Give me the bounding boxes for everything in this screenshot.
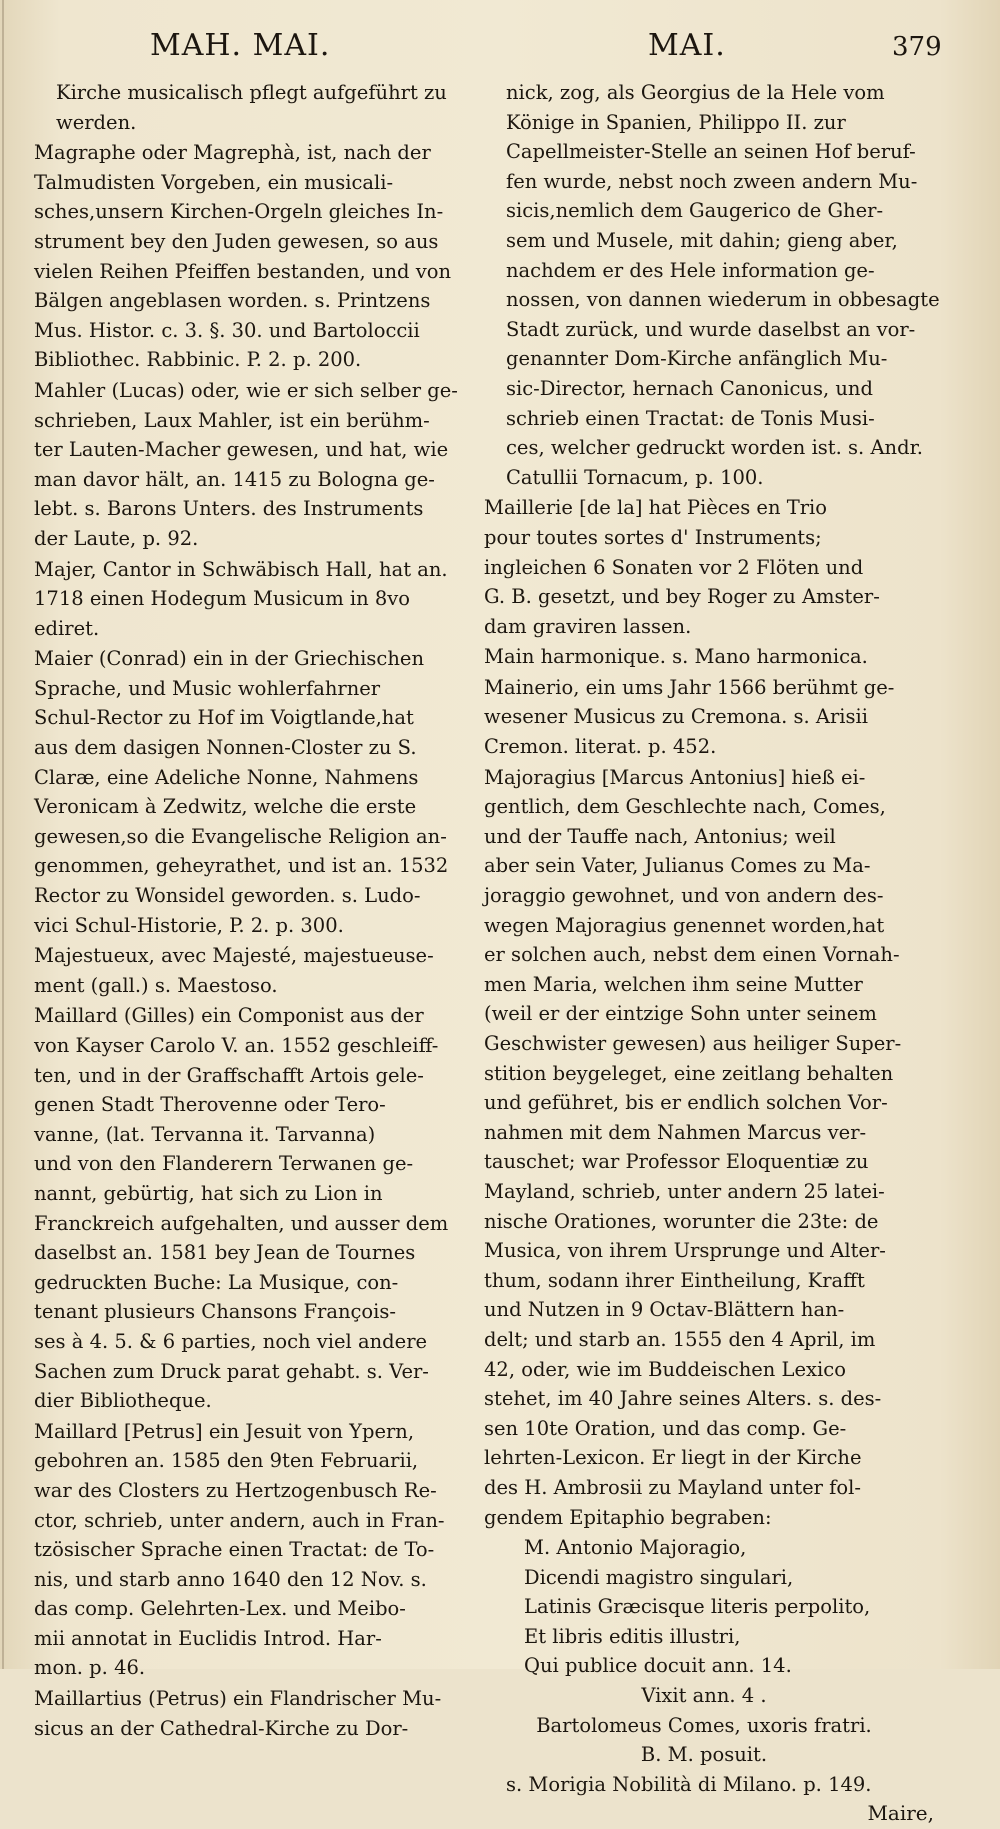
text-line: schrieben, Laux Mahler, ist ein berühm- bbox=[34, 408, 430, 432]
text-line: Sachen zum Druck parat gehabt. s. Ver- bbox=[34, 1359, 429, 1383]
text-line: Main harmonique. s. Mano harmonica. bbox=[484, 645, 868, 669]
text-line: und geführet, bis er endlich solchen Vor- bbox=[484, 1091, 888, 1115]
text-line: gendem Epitaphio begraben: bbox=[484, 1505, 772, 1529]
text-line: sches,unsern Kirchen-Orgeln gleiches In- bbox=[34, 200, 444, 224]
dictionary-entry-mainerio bbox=[484, 673, 944, 762]
text-line: ctor, schrieb, unter andern, auch in Fran- bbox=[34, 1508, 445, 1532]
text-line: 42, oder, wie im Buddeischen Lexico bbox=[484, 1357, 846, 1381]
text-line: joraggio gewohnet, und von andern des- bbox=[484, 884, 884, 908]
dictionary-entry-mahler bbox=[34, 376, 474, 554]
text-line: von Kayser Carolo V. an. 1552 geschleiff- bbox=[34, 1034, 439, 1057]
text-line: er solchen auch, nebst dem einen Vornah- bbox=[484, 943, 900, 967]
text-line: Rector zu Wonsidel geworden. s. Ludo- bbox=[34, 884, 421, 908]
text-line: ses à 4. 5. & 6 parties, noch viel andere bbox=[34, 1329, 428, 1353]
text-line: ter Lauten-Macher gewesen, und hat, wie bbox=[34, 438, 449, 462]
text-line: wesener Musicus zu Cremona. s. Arisii bbox=[484, 705, 869, 729]
text-line: sicis,nemlich dem Gaugerico de Gher- bbox=[506, 199, 884, 223]
text-line: nachdem er des Hele information ge- bbox=[506, 258, 875, 282]
epitaph bbox=[484, 1533, 944, 1770]
text-line: schrieb einen Tractat: de Tonis Musi- bbox=[506, 406, 875, 430]
text-line: Maillard (Gilles) ein Componist aus der bbox=[34, 1004, 424, 1028]
text-line: Capellmeister-Stelle an seinen Hof beruf- bbox=[506, 140, 916, 164]
text-line: und von den Flanderern Terwanen ge- bbox=[34, 1152, 414, 1176]
text-line: Mus. Histor. c. 3. §. 30. und Bartoloccii bbox=[34, 318, 420, 342]
text-line: aber sein Vater, Julianus Comes zu Ma- bbox=[484, 854, 871, 878]
text-line: nahmen mit dem Nahmen Marcus ver- bbox=[484, 1120, 867, 1144]
text-line: Maillartius (Petrus) ein Flandrischer Mu- bbox=[34, 1687, 442, 1711]
text-line: vanne, (lat. Tervanna it. Tarvanna) bbox=[34, 1122, 376, 1146]
text-line: nossen, von dannen wiederum in obbesagte bbox=[506, 288, 940, 312]
text-line: lehrten-Lexicon. Er liegt in der Kirche bbox=[484, 1446, 862, 1470]
epitaph-line: Et libris editis illustri, bbox=[524, 1624, 741, 1648]
text-line: Cremon. literat. p. 452. bbox=[484, 735, 717, 759]
text-line: werden. bbox=[56, 110, 137, 134]
dictionary-entry-maillartius bbox=[34, 1684, 474, 1743]
text-line: men Maria, welchen ihm seine Mutter bbox=[484, 972, 863, 996]
reference-line: s. Morigia Nobilità di Milano. p. 149. bbox=[506, 1772, 872, 1796]
text-line: Magraphe oder Magrephà, ist, nach der bbox=[34, 141, 431, 165]
epitaph-line: Dicendi magistro singulari, bbox=[524, 1565, 794, 1589]
text-line: Veronicam à Zedwitz, welche die erste bbox=[34, 795, 417, 819]
text-line: dier Bibliotheque. bbox=[34, 1389, 212, 1413]
text-line: Maillerie [de la] hat Pièces en Trio bbox=[484, 496, 828, 520]
text-line: Geschwister gewesen) aus heiliger Super- bbox=[484, 1032, 902, 1055]
text-line: 1718 einen Hodegum Musicum in 8vo bbox=[34, 587, 411, 611]
text-line: Claræ, eine Adeliche Nonne, Nahmens bbox=[34, 765, 419, 789]
text-line: stehet, im 40 Jahre seines Alters. s. des- bbox=[484, 1387, 882, 1411]
text-line: Maier (Conrad) ein in der Griechischen bbox=[34, 647, 424, 671]
text-line: stition beygeleget, eine zeitlang behalten bbox=[484, 1061, 894, 1085]
left-column bbox=[34, 78, 474, 1744]
text-line: nick, zog, als Georgius de la Hele vom bbox=[506, 81, 885, 104]
text-line: sic-Director, hernach Canonicus, und bbox=[506, 376, 873, 400]
text-line: mon. p. 46. bbox=[34, 1656, 146, 1680]
text-line: Sprache, und Music wohlerfahrner bbox=[34, 676, 381, 700]
text-line: sicus an der Cathedral-Kirche zu Dor- bbox=[34, 1716, 409, 1740]
text-line: man davor hält, an. 1415 zu Bologna ge- bbox=[34, 467, 435, 491]
header-left-guide: MAH. MAI. bbox=[150, 28, 331, 63]
text-line: Schul-Rector zu Hof im Voigtlande,hat bbox=[34, 706, 414, 730]
text-line: vielen Reihen Pfeiffen bestanden, und von bbox=[34, 259, 452, 283]
epitaph-line-centered: Vixit ann. 4 . bbox=[641, 1684, 767, 1708]
text-line: Könige in Spanien, Philippo II. zur bbox=[506, 110, 846, 134]
text-line: Mainerio, ein ums Jahr 1566 berühmt ge- bbox=[484, 675, 895, 699]
text-line: Catullii Tornacum, p. 100. bbox=[506, 465, 764, 489]
text-line: sem und Musele, mit dahin; gieng aber, bbox=[506, 228, 898, 252]
text-line: thum, sodann ihrer Eintheilung, Krafft bbox=[484, 1268, 865, 1292]
text-line: Maillard [Petrus] ein Jesuit von Ypern, bbox=[34, 1419, 415, 1443]
epitaph-line-centered: Bartolomeus Comes, uxoris fratri. bbox=[536, 1713, 872, 1737]
text-line: wegen Majoragius genennet worden,hat bbox=[484, 913, 885, 937]
dictionary-entry-maillard-gilles bbox=[34, 1001, 474, 1415]
text-line: Mayland, schrieb, unter andern 25 latei- bbox=[484, 1179, 885, 1203]
epitaph-line: Latinis Græcisque literis perpolito, bbox=[524, 1595, 871, 1619]
text-line: fen wurde, nebst noch zween andern Mu- bbox=[506, 169, 918, 193]
text-line: Bibliothec. Rabbinic. P. 2. p. 200. bbox=[34, 348, 362, 372]
text-line: der Laute, p. 92. bbox=[34, 526, 199, 550]
text-line: lebt. s. Barons Unters. des Instruments bbox=[34, 497, 424, 521]
catchword: Maire, bbox=[867, 1801, 934, 1826]
text-line: Mahler (Lucas) oder, wie er sich selber ge- bbox=[34, 378, 458, 402]
text-line: delt; und starb an. 1555 den 4 April, im bbox=[484, 1327, 876, 1351]
dictionary-entry-maillard-petrus bbox=[34, 1417, 474, 1683]
text-line: pour toutes sortes d' Instruments; bbox=[484, 525, 822, 549]
dictionary-entry-magraphe bbox=[34, 138, 474, 375]
epitaph-line: M. Antonio Majoragio, bbox=[524, 1536, 747, 1560]
dictionary-entry-maillartius-cont bbox=[484, 78, 944, 492]
dictionary-entry-majoragius bbox=[484, 763, 944, 1532]
epitaph-line-centered: B. M. posuit. bbox=[640, 1743, 768, 1767]
text-line: Majestueux, avec Majesté, majestueuse- bbox=[34, 944, 434, 968]
text-line: gedruckten Buche: La Musique, con- bbox=[34, 1270, 399, 1294]
text-line: sen 10te Oration, und das comp. Ge- bbox=[484, 1416, 847, 1440]
page-number: 379 bbox=[892, 32, 942, 62]
text-line: ten, und in der Graffschafft Artois gele- bbox=[34, 1063, 424, 1087]
text-line: ediret. bbox=[34, 616, 100, 640]
text-line: und der Tauffe nach, Antonius; weil bbox=[484, 824, 836, 848]
text-line: gewesen,so die Evangelische Religion an- bbox=[34, 824, 447, 848]
text-line: ingleichen 6 Sonaten vor 2 Flöten und bbox=[484, 555, 864, 579]
text-line: aus dem dasigen Nonnen-Closter zu S. bbox=[34, 736, 417, 760]
text-line: ment (gall.) s. Maestoso. bbox=[34, 973, 278, 997]
dictionary-entry-maier bbox=[34, 644, 474, 940]
text-line: Kirche musicalisch pflegt aufgeführt zu bbox=[56, 81, 447, 104]
text-line: mii annotat in Euclidis Introd. Har- bbox=[34, 1626, 382, 1650]
running-header bbox=[0, 28, 1000, 76]
text-line: genommen, geheyrathet, und ist an. 1532 bbox=[34, 854, 449, 878]
text-line: vici Schul-Historie, P. 2. p. 300. bbox=[34, 913, 344, 937]
text-line: G. B. gesetzt, und bey Roger zu Amster- bbox=[484, 585, 880, 609]
dictionary-entry-majer bbox=[34, 555, 474, 644]
text-line: tenant plusieurs Chansons François- bbox=[34, 1300, 397, 1324]
right-entries bbox=[484, 78, 944, 1532]
text-line: dam graviren lassen. bbox=[484, 614, 692, 638]
text-line: Franckreich aufgehalten, und ausser dem bbox=[34, 1211, 449, 1235]
dictionary-entry-kirche-cont bbox=[34, 78, 474, 137]
dictionary-entry-main-harmonique bbox=[484, 642, 944, 672]
text-line: war des Closters zu Hertzogenbusch Re- bbox=[34, 1478, 437, 1502]
text-line: Bälgen angeblasen worden. s. Printzens bbox=[34, 289, 431, 313]
text-line: genannter Dom-Kirche anfänglich Mu- bbox=[506, 347, 888, 371]
text-line: Talmudisten Vorgeben, ein musicali- bbox=[34, 170, 394, 194]
header-right-guide: MAI. bbox=[648, 28, 726, 63]
text-line: (weil er der eintzige Sohn unter seinem bbox=[484, 1002, 877, 1026]
text-line: daselbst an. 1581 bey Jean de Tournes bbox=[34, 1241, 416, 1265]
text-line: das comp. Gelehrten-Lex. und Meibo- bbox=[34, 1597, 406, 1621]
text-line: Majer, Cantor in Schwäbisch Hall, hat an. bbox=[34, 557, 448, 581]
text-line: genen Stadt Therovenne oder Tero- bbox=[34, 1093, 386, 1117]
text-line: gentlich, dem Geschlechte nach, Comes, bbox=[484, 795, 886, 819]
right-column bbox=[484, 78, 944, 1829]
text-line: Stadt zurück, und wurde daselbst an vor- bbox=[506, 317, 916, 341]
text-line: tauschet; war Professor Eloquentiæ zu bbox=[484, 1150, 869, 1174]
text-line: tzösischer Sprache einen Tractat: de To- bbox=[34, 1538, 435, 1562]
text-line: strument bey den Juden gewesen, so aus bbox=[34, 229, 439, 253]
text-line: nannt, gebürtig, hat sich zu Lion in bbox=[34, 1181, 383, 1205]
dictionary-entry-majestueux bbox=[34, 941, 474, 1000]
dictionary-entry-maillerie bbox=[484, 493, 944, 641]
text-line: Majoragius [Marcus Antonius] hieß ei- bbox=[484, 765, 866, 789]
text-line: Musica, von ihrem Ursprunge und Alter- bbox=[484, 1239, 886, 1263]
text-line: nische Orationes, worunter die 23te: de bbox=[484, 1209, 879, 1233]
text-line: und Nutzen in 9 Octav-Blättern han- bbox=[484, 1298, 845, 1322]
epitaph-line: Qui publice docuit ann. 14. bbox=[524, 1654, 792, 1678]
text-line: des H. Ambrosii zu Mayland unter fol- bbox=[484, 1475, 861, 1499]
text-line: gebohren an. 1585 den 9ten Februarii, bbox=[34, 1449, 419, 1473]
text-line: nis, und starb anno 1640 den 12 Nov. s. bbox=[34, 1567, 427, 1591]
text-line: ces, welcher gedruckt worden ist. s. Andr. bbox=[506, 436, 923, 460]
